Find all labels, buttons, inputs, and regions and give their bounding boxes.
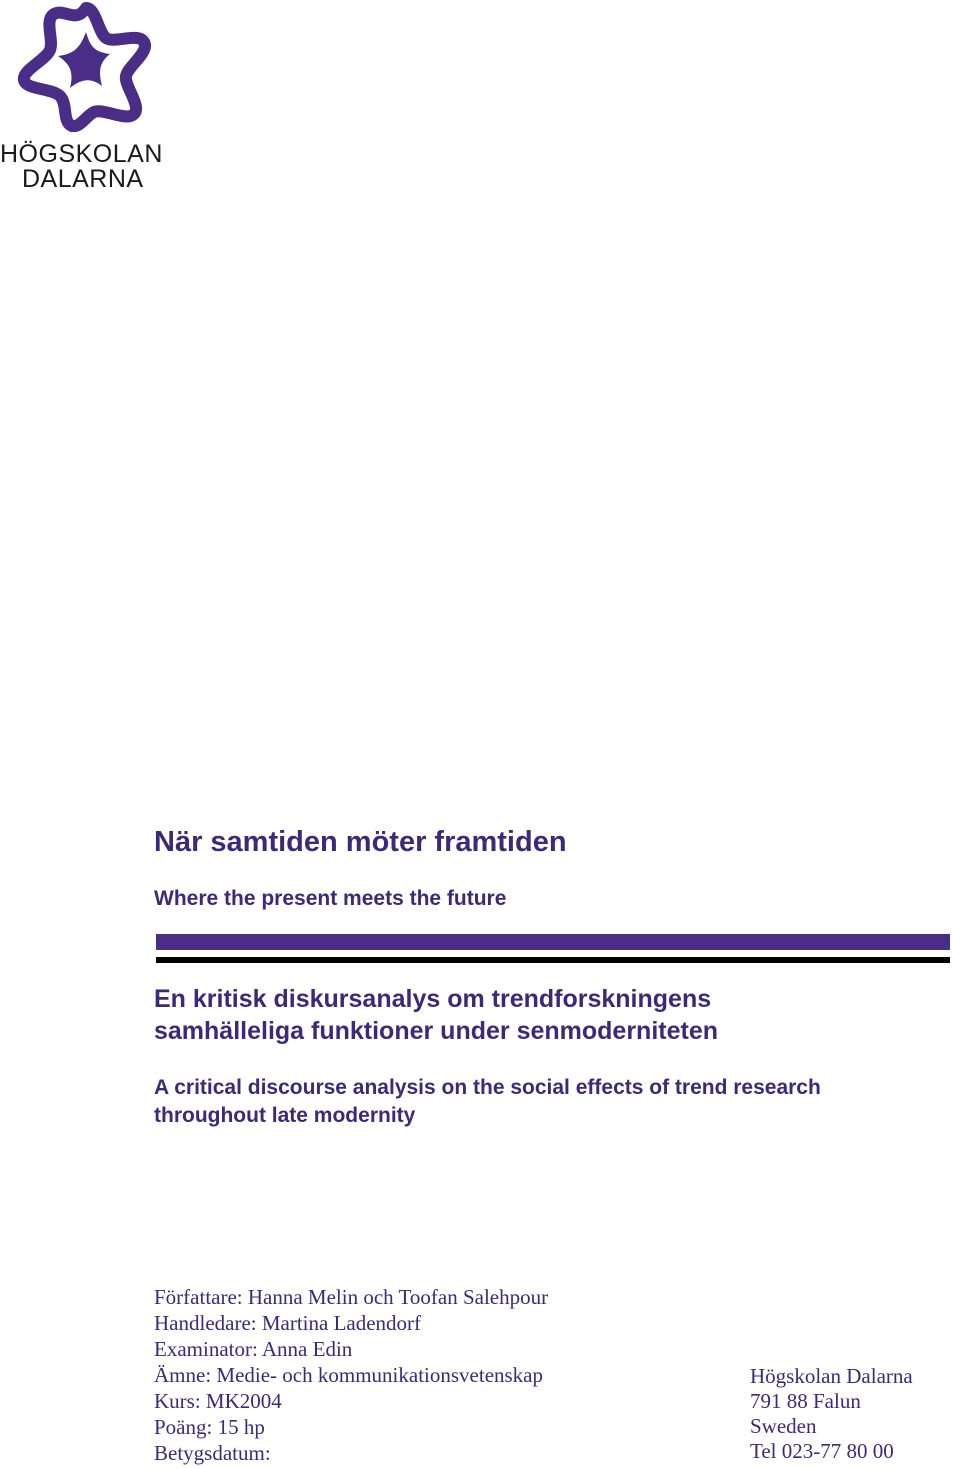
english-title-line-2: throughout late modernity [154, 1104, 416, 1127]
black-divider [156, 957, 950, 963]
purple-divider [156, 934, 950, 950]
star-flower-icon [14, 2, 159, 132]
address-name: Högskolan Dalarna [750, 1364, 913, 1388]
swedish-thesis-title [154, 983, 934, 1047]
english-thesis-title [154, 1074, 944, 1130]
document-subtitle: Where the present meets the future [154, 887, 507, 910]
logo-line-2: DALARNA [22, 165, 144, 193]
logo-text [0, 142, 163, 192]
logo-line-1: HÖGSKOLAN [0, 140, 163, 168]
document-title: När samtiden möter framtiden [154, 826, 567, 858]
address-country: Sweden [750, 1414, 817, 1438]
course-line: Kurs: MK2004 [154, 1389, 282, 1413]
university-address [750, 1364, 913, 1464]
subject-line: Ämne: Medie- och kommunikationsvetenskap [154, 1363, 544, 1387]
address-phone: Tel 023-77 80 00 [750, 1439, 894, 1463]
swedish-title-line-2: samhälleliga funktioner under senmoderniteten [154, 1017, 719, 1045]
authors-line: Författare: Hanna Melin och Toofan Salehpour [154, 1285, 549, 1309]
supervisor-line: Handledare: Martina Ladendorf [154, 1311, 422, 1335]
grade-date-line: Betygsdatum: [154, 1441, 271, 1465]
points-line: Poäng: 15 hp [154, 1415, 265, 1439]
university-logo [0, 0, 190, 200]
address-postal: 791 88 Falun [750, 1389, 861, 1413]
swedish-title-line-1: En kritisk diskursanalys om trendforskningens [154, 985, 712, 1013]
examiner-line: Examinator: Anna Edin [154, 1337, 353, 1361]
english-title-line-1: A critical discourse analysis on the social effects of trend research [154, 1076, 821, 1099]
thesis-metadata [154, 1284, 548, 1466]
